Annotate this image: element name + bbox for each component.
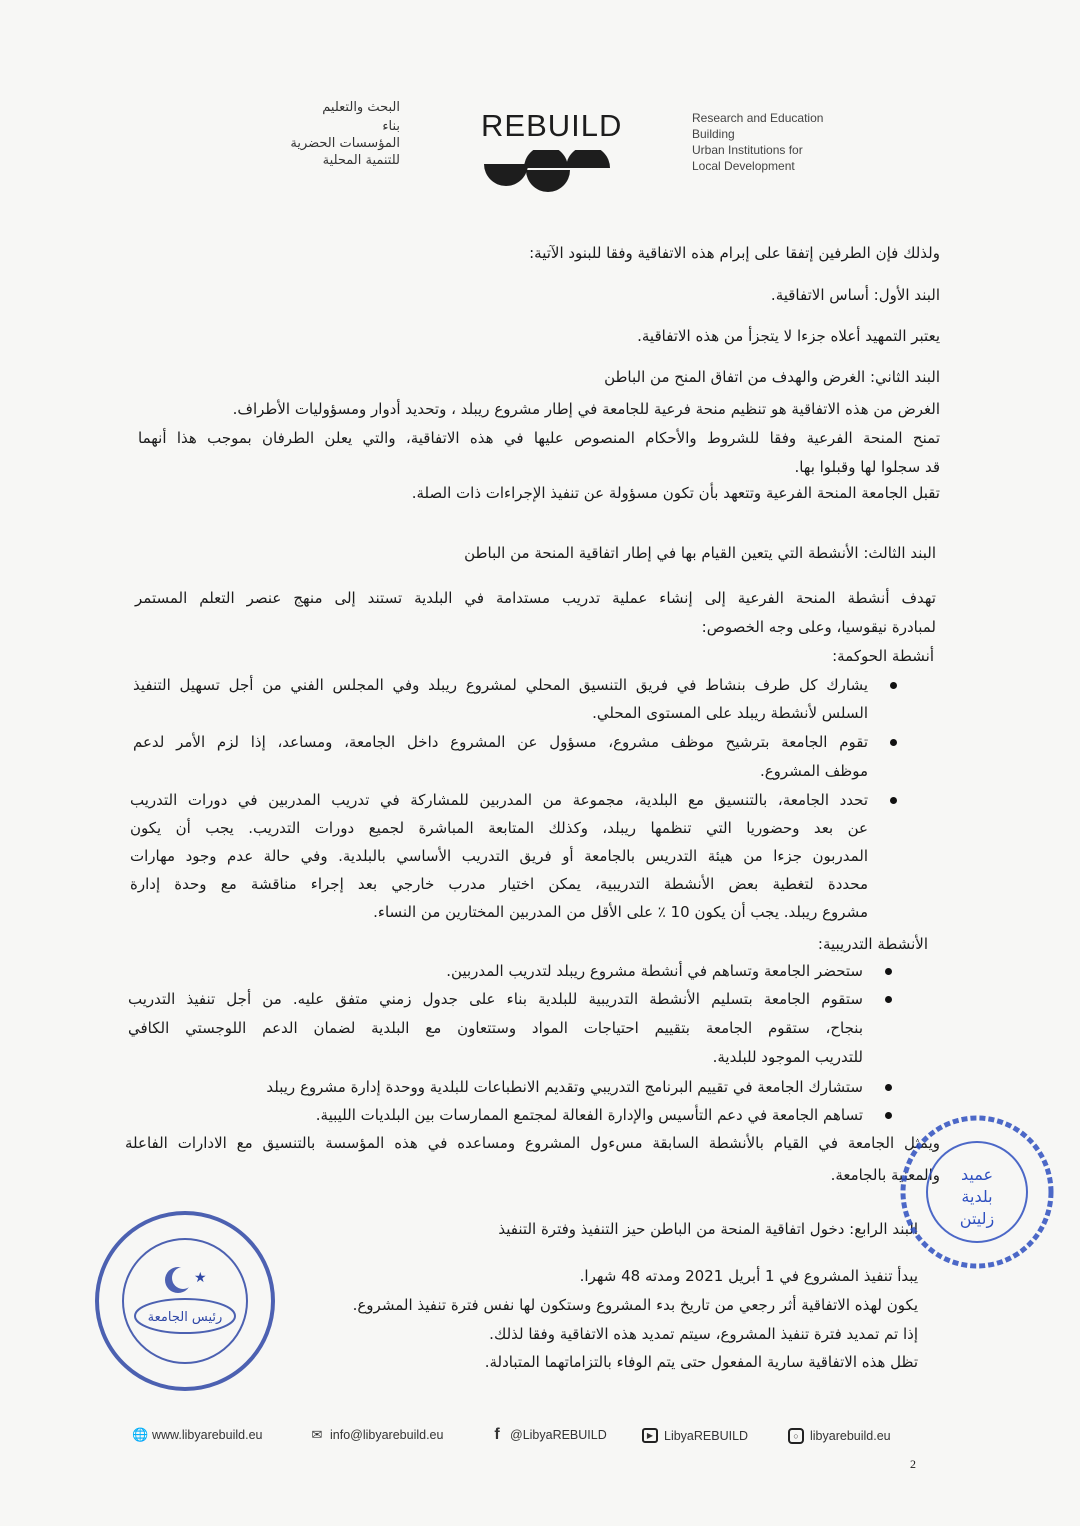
logo-text: REBUILD (481, 108, 623, 143)
svg-text:عميد: عميد (960, 1165, 994, 1184)
bullet-icon (890, 682, 897, 689)
paragraph-line: ستحضر الجامعة وتساهم في أنشطة مشروع ريبلد لتدريب المدربين. (446, 962, 863, 980)
paragraph-line: يكون لهذه الاتفاقية أثر رجعي من تاريخ بدء المشروع وستكون لها نفس فترة تنفيذ المشروع. (352, 1296, 918, 1314)
paragraph-line: تقوم الجامعة بترشيح موظف مشروع، مسؤول عن المشروع داخل الجامعة، ومساعد، إذا لزم الأمر لدعم (133, 733, 868, 751)
paragraph-line: تساهم الجامعة في دعم التأسيس والإدارة الفعالة لمجتمع الممارسات بين البلديات الليبية. (315, 1106, 863, 1124)
website-link[interactable]: www.libyarebuild.eu (152, 1428, 263, 1442)
paragraph-line: تهدف أنشطة المنحة الفرعية إلى إنشاء عملية تدريب مستدامة في البلدية تستند إلى منهج عنصر التعلم المستمر (135, 589, 936, 607)
header-english-line: Urban Institutions for (692, 143, 803, 157)
header-english-line: Research and Education (692, 111, 824, 125)
paragraph-line: تحدد الجامعة، بالتنسيق مع البلدية، مجموعة من المدربين للمشاركة في تدريب المدربين في دورات التدريب (130, 791, 868, 809)
footer-youtube[interactable] (642, 1428, 748, 1443)
footer-facebook[interactable] (490, 1428, 607, 1442)
facebook-icon: f (494, 1426, 500, 1443)
paragraph-line: عن بعد وحضوريا التي تنظمها ريبلد، وكذلك المتابعة المباشرة لجميع دورات التدريب. يجب أن يكون (130, 819, 868, 837)
paragraph-line: موظف المشروع. (759, 762, 868, 780)
paragraph-line: قد سجلوا لها وقبلوا بها. (794, 458, 940, 476)
paragraph-line: للتدريب الموجود للبلدية. (712, 1048, 863, 1066)
paragraph-line: يبدأ تنفيذ المشروع في 1 أبريل 2021 ومدته 48 شهرا. (579, 1267, 918, 1285)
paragraph-line: ولذلك فإن الطرفين إتفقا على إبرام هذه الاتفاقية وفقا للبنود الآتية: (529, 244, 940, 262)
header-arabic-line: البحث والتعليم (322, 100, 400, 115)
svg-text:بلدية: بلدية (961, 1187, 993, 1206)
section-heading: البند الرابع: دخول اتفاقية المنحة من الباطن حيز التنفيذ وفترة التنفيذ (498, 1220, 918, 1238)
paragraph-line: ستشارك الجامعة في تقييم البرنامج التدريبي وتقديم الانطباعات للبلدية ووحدة إدارة مشروع ريبلد (266, 1078, 863, 1096)
bullet-icon (885, 1084, 892, 1091)
logo-wave-icon (482, 150, 612, 192)
paragraph-line: المدربون جزءا من هيئة التدريس بالجامعة أو فريق التدريب الأساسي بالبلدية. وفي حالة عدم وجود مهارات (130, 847, 868, 865)
youtube-link[interactable]: LibyaREBUILD (664, 1428, 749, 1443)
paragraph-line: لمبادرة نيقوسيا، وعلى وجه الخصوص: (701, 618, 936, 636)
bullet-icon (885, 968, 892, 975)
paragraph-line: إذا تم تمديد فترة تنفيذ المشروع، سيتم تمديد هذه الاتفاقية وفقا لذلك. (489, 1325, 918, 1343)
footer-email[interactable] (310, 1428, 443, 1442)
paragraph-line: تظل هذه الاتفاقية سارية المفعول حتى يتم الوفاء بالتزاماتهما المتبادلة. (484, 1353, 918, 1371)
municipality-stamp (895, 1112, 1055, 1282)
section-heading: أنشطة الحوكمة: (832, 647, 934, 665)
paragraph-line: مشروع ريبلد. يجب أن يكون 10 ٪ على الأقل من المدربين المختارين من النساء. (373, 903, 868, 921)
instagram-link[interactable]: libyarebuild.eu (810, 1429, 891, 1443)
section-heading: البند الثالث: الأنشطة التي يتعين القيام بها في إطار اتفاقية المنحة من الباطن (464, 544, 936, 562)
paragraph-line: يعتبر التمهيد أعلاه جزءا لا يتجزأ من هذه الاتفاقية. (637, 327, 940, 345)
email-link[interactable]: info@libyarebuild.eu (330, 1428, 444, 1442)
paragraph-line: ستقوم الجامعة بتسليم الأنشطة التدريبية للبلدية بناء على جدول زمني متفق عليه. من أجل تنفيذ التدريب (128, 990, 863, 1008)
paragraph-line: الغرض من هذه الاتفاقية هو تنظيم منحة فرعية للجامعة في إطار مشروع ريبلد ، وتحديد أدوار ومسؤوليات الأطراف. (232, 400, 940, 418)
instagram-icon: ○ (788, 1428, 804, 1444)
section-heading: البند الأول: أساس الاتفاقية. (770, 286, 940, 304)
svg-text:★: ★ (194, 1270, 207, 1286)
paragraph-line: تمنح المنحة الفرعية وفقا للشروط والأحكام المنصوص عليها في هذه الاتفاقية، والتي يعلن الطرفان بموجب هذا أنهما (138, 429, 940, 447)
bullet-icon (890, 739, 897, 746)
svg-text:رئيس الجامعة: رئيس الجامعة (147, 1310, 223, 1325)
header-english-line: Local Development (692, 159, 795, 173)
paragraph-line: تقبل الجامعة المنحة الفرعية وتتعهد بأن تكون مسؤولة عن تنفيذ الإجراءات ذات الصلة. (411, 484, 940, 502)
svg-text:زليتن: زليتن (959, 1209, 995, 1228)
bullet-icon (885, 996, 892, 1003)
header-english-line: Building (692, 127, 735, 141)
youtube-icon: ▶ (642, 1428, 658, 1443)
paragraph-line: والمعنية بالجامعة. (830, 1166, 940, 1184)
mail-icon: ✉ (311, 1427, 323, 1442)
paragraph-line: السلس لأنشطة ريبلد على المستوى المحلي. (592, 704, 868, 722)
header-arabic-line: بناء (382, 119, 400, 134)
paragraph-line: محددة لتغطية بعض الأنشطة التدريبية، يمكن اختيار مدرب خارجي بعد إجراء مناقشة مع وحدة إدارة (130, 875, 868, 893)
globe-icon: 🌐 (132, 1427, 149, 1442)
bullet-icon (885, 1112, 892, 1119)
paragraph-line: ويمثل الجامعة في القيام بالأنشطة السابقة مسءول المشروع ومساعده في هذه المؤسسة بالتنسيق مع الادارات الفاعلة (125, 1134, 940, 1152)
section-heading: الأنشطة التدريبية: (817, 935, 928, 953)
footer-website[interactable] (132, 1428, 262, 1442)
header-arabic-line: للتنمية المحلية (322, 153, 400, 168)
paragraph-line: يشارك كل طرف بنشاط في فريق التنسيق المحلي لمشروع ريبلد وفي المجلس الفني من أجل تسهيل التنفيذ (133, 676, 868, 694)
bullet-icon (890, 797, 897, 804)
header-arabic-line: المؤسسات الحضرية (290, 136, 400, 151)
facebook-link[interactable]: @LibyaREBUILD (510, 1428, 607, 1442)
paragraph-line: بنجاح، ستقوم الجامعة بتقييم احتياجات المواد وستتعاون مع البلدية لضمان الدعم اللوجستي الكافي (128, 1019, 863, 1037)
page-number: 2 (910, 1457, 916, 1471)
section-heading: البند الثاني: الغرض والهدف من اتفاق المنح من الباطن (604, 368, 940, 386)
university-stamp (92, 1208, 278, 1394)
footer-instagram[interactable] (788, 1428, 891, 1444)
